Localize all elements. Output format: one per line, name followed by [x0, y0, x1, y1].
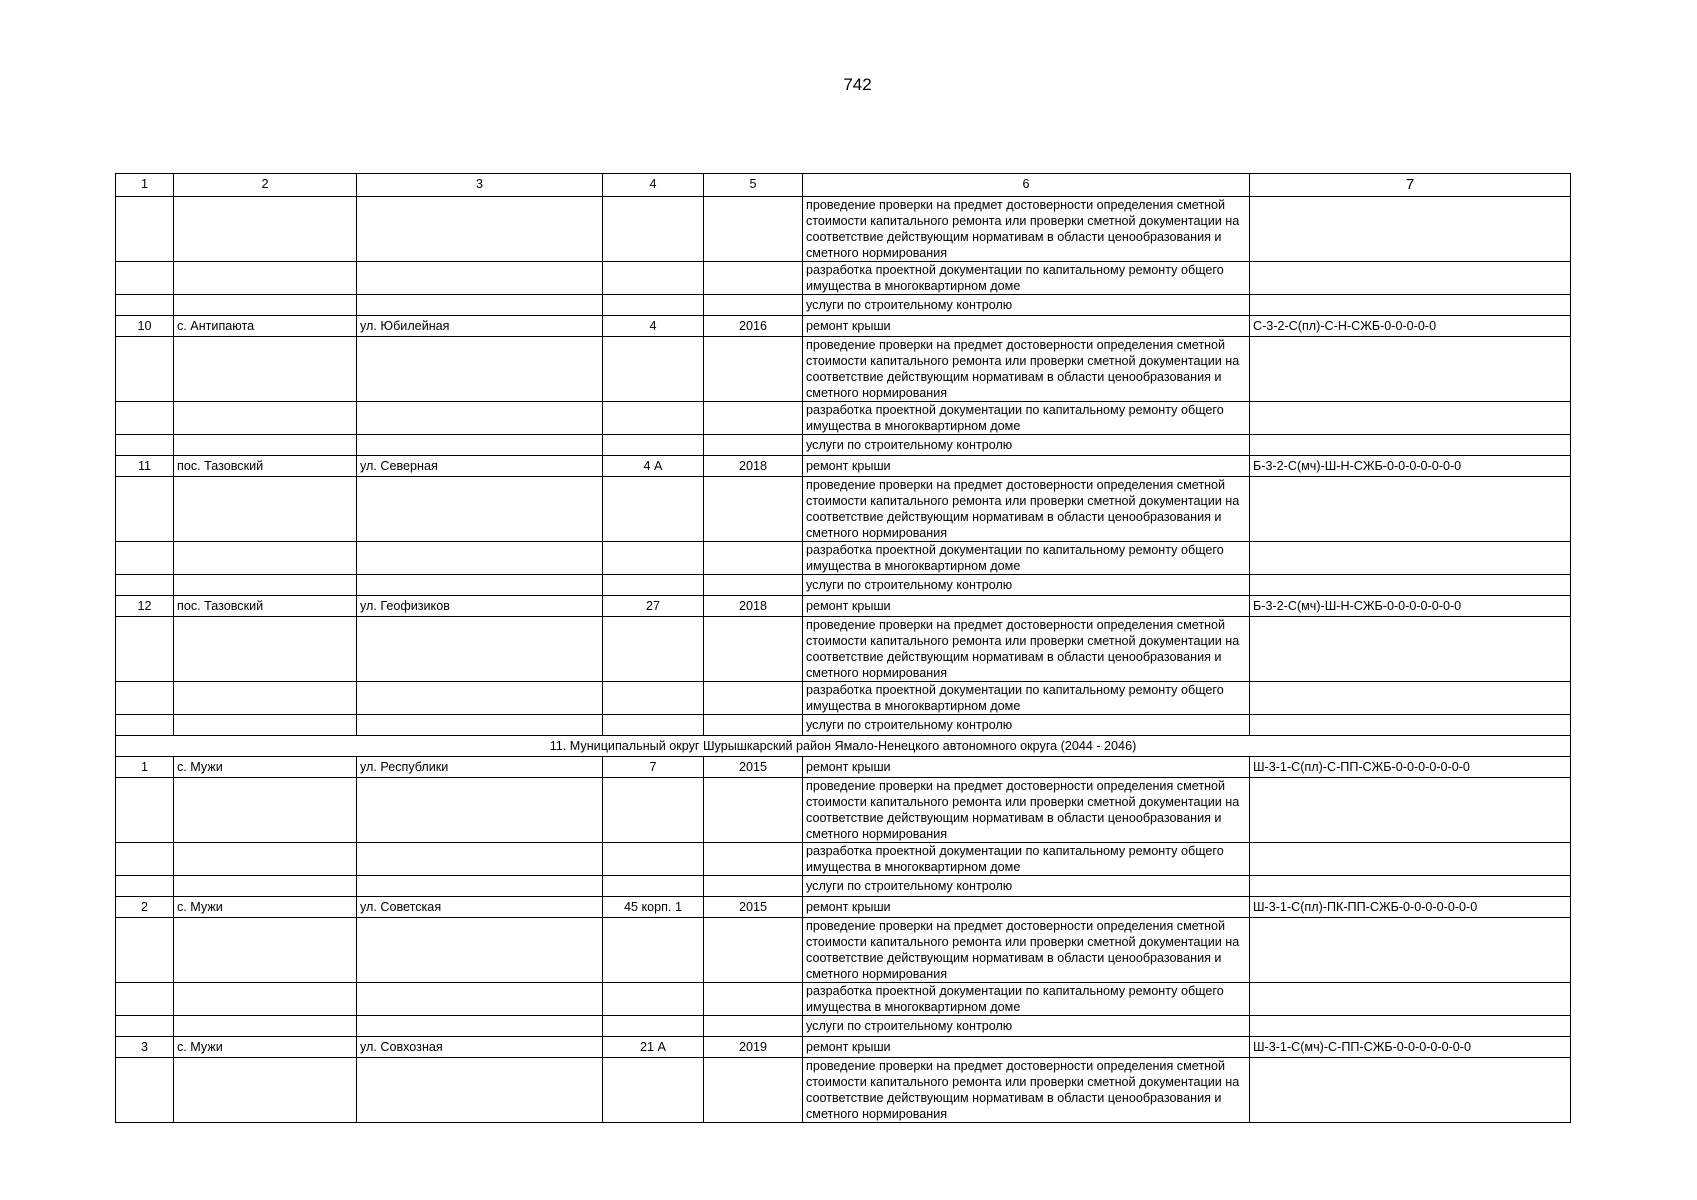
table-cell-settlement: с. Мужи — [174, 897, 357, 918]
table-cell-code: С-3-2-С(пл)-С-Н-СЖБ-0-0-0-0-0 — [1250, 316, 1571, 337]
table-cell-work: разработка проектной документации по капитальному ремонту общего имущества в многоквартирном доме — [803, 983, 1250, 1016]
table-cell-empty — [357, 337, 603, 402]
table-cell-empty — [603, 575, 704, 596]
table-cell-year: 2015 — [704, 897, 803, 918]
table-cell-empty — [174, 918, 357, 983]
table-cell-empty — [603, 337, 704, 402]
table-cell-empty — [603, 1058, 704, 1123]
table-cell-work: услуги по строительному контролю — [803, 575, 1250, 596]
table-cell-empty — [603, 682, 704, 715]
table-cell-work: ремонт крыши — [803, 596, 1250, 617]
table-row — [116, 682, 1571, 715]
table-cell-year: 2016 — [704, 316, 803, 337]
table-cell-empty — [603, 715, 704, 736]
table-cell-empty — [174, 682, 357, 715]
table-cell-empty — [357, 1016, 603, 1037]
table-cell-empty — [704, 1016, 803, 1037]
table-row — [116, 1016, 1571, 1037]
table-row — [116, 596, 1571, 617]
table-cell-work: проведение проверки на предмет достоверности определения сметной стоимости капитального ремонта или проверки сметной документации на соответствие действующим нормативам в области ценообразования и сметного нормирования — [803, 617, 1250, 682]
table-cell-empty — [174, 435, 357, 456]
table-cell-empty — [704, 402, 803, 435]
table-cell-empty — [1250, 1016, 1571, 1037]
header-row — [116, 174, 1571, 197]
table-cell-empty — [174, 295, 357, 316]
table-cell-empty — [116, 1016, 174, 1037]
column-header: 1 — [116, 174, 174, 197]
table-cell-empty — [1250, 715, 1571, 736]
table-cell-empty — [116, 402, 174, 435]
table-cell-empty — [1250, 435, 1571, 456]
table-cell-empty — [174, 262, 357, 295]
table-cell-house: 27 — [603, 596, 704, 617]
column-header: 7 — [1250, 174, 1571, 197]
table-cell-empty — [704, 876, 803, 897]
table-cell-empty — [116, 262, 174, 295]
table-row — [116, 757, 1571, 778]
table-cell-empty — [116, 918, 174, 983]
table-cell-empty — [603, 477, 704, 542]
table-cell-num: 2 — [116, 897, 174, 918]
table-cell-empty — [704, 435, 803, 456]
table-cell-empty — [174, 715, 357, 736]
table-cell-empty — [174, 876, 357, 897]
table-cell-empty — [357, 918, 603, 983]
table-cell-empty — [357, 402, 603, 435]
table-cell-empty — [116, 435, 174, 456]
table-cell-empty — [603, 402, 704, 435]
table-cell-work: услуги по строительному контролю — [803, 876, 1250, 897]
table-cell-year: 2019 — [704, 1037, 803, 1058]
table-cell-empty — [704, 477, 803, 542]
table-cell-num: 1 — [116, 757, 174, 778]
table-cell-empty — [357, 682, 603, 715]
table-row — [116, 1037, 1571, 1058]
table-cell-empty — [704, 617, 803, 682]
table-cell-settlement: пос. Тазовский — [174, 596, 357, 617]
table-cell-street: ул. Республики — [357, 757, 603, 778]
table-row — [116, 316, 1571, 337]
table-cell-code: Б-3-2-С(мч)-Ш-Н-СЖБ-0-0-0-0-0-0-0 — [1250, 456, 1571, 477]
table-cell-house: 7 — [603, 757, 704, 778]
table-cell-empty — [357, 1058, 603, 1123]
table-cell-empty — [603, 918, 704, 983]
table-cell-empty — [603, 843, 704, 876]
table-cell-empty — [704, 337, 803, 402]
column-header: 5 — [704, 174, 803, 197]
table-cell-empty — [1250, 682, 1571, 715]
table-cell-empty — [174, 843, 357, 876]
table-cell-work: услуги по строительному контролю — [803, 715, 1250, 736]
table-row — [116, 778, 1571, 843]
table-row — [116, 402, 1571, 435]
table-cell-house: 4 — [603, 316, 704, 337]
table-cell-num: 10 — [116, 316, 174, 337]
table-cell-work: проведение проверки на предмет достоверности определения сметной стоимости капитального ремонта или проверки сметной документации на соответствие действующим нормативам в области ценообразования и сметного нормирования — [803, 477, 1250, 542]
table-cell-empty — [1250, 477, 1571, 542]
table-cell-empty — [116, 477, 174, 542]
table-cell-work: разработка проектной документации по капитальному ремонту общего имущества в многоквартирном доме — [803, 402, 1250, 435]
table-cell-empty — [1250, 337, 1571, 402]
table-cell-empty — [603, 542, 704, 575]
table-cell-work: разработка проектной документации по капитальному ремонту общего имущества в многоквартирном доме — [803, 843, 1250, 876]
repair-program-table — [115, 173, 1571, 1123]
table-cell-empty — [603, 778, 704, 843]
table-cell-work: услуги по строительному контролю — [803, 295, 1250, 316]
table-cell-year: 2018 — [704, 456, 803, 477]
table-cell-work: ремонт крыши — [803, 897, 1250, 918]
table-cell-empty — [1250, 402, 1571, 435]
table-row — [116, 1058, 1571, 1123]
table-cell-work: услуги по строительному контролю — [803, 1016, 1250, 1037]
table-cell-empty — [1250, 843, 1571, 876]
table-cell-empty — [174, 1058, 357, 1123]
table-cell-empty — [116, 778, 174, 843]
table-cell-street: ул. Юбилейная — [357, 316, 603, 337]
table-cell-empty — [116, 983, 174, 1016]
table-row — [116, 983, 1571, 1016]
table-cell-empty — [1250, 542, 1571, 575]
table-cell-empty — [603, 876, 704, 897]
table-cell-empty — [1250, 575, 1571, 596]
table-cell-empty — [704, 778, 803, 843]
table-cell-empty — [116, 876, 174, 897]
table-row — [116, 295, 1571, 316]
table-cell-street: ул. Геофизиков — [357, 596, 603, 617]
table-cell-empty — [704, 575, 803, 596]
table-cell-year: 2018 — [704, 596, 803, 617]
table-cell-work: проведение проверки на предмет достоверности определения сметной стоимости капитального ремонта или проверки сметной документации на соответствие действующим нормативам в области ценообразования и сметного нормирования — [803, 197, 1250, 262]
table-cell-house: 4 А — [603, 456, 704, 477]
table-cell-empty — [174, 337, 357, 402]
table-row — [116, 477, 1571, 542]
table-cell-empty — [603, 262, 704, 295]
table-cell-empty — [357, 542, 603, 575]
table-cell-empty — [704, 682, 803, 715]
table-cell-empty — [704, 983, 803, 1016]
table-row — [116, 617, 1571, 682]
table-cell-empty — [357, 617, 603, 682]
table-cell-settlement: с. Мужи — [174, 1037, 357, 1058]
table-cell-empty — [357, 295, 603, 316]
table-cell-empty — [116, 843, 174, 876]
table-cell-code: Ш-3-1-С(мч)-С-ПП-СЖБ-0-0-0-0-0-0-0 — [1250, 1037, 1571, 1058]
table-cell-work: ремонт крыши — [803, 456, 1250, 477]
table-cell-empty — [1250, 295, 1571, 316]
table-cell-empty — [357, 843, 603, 876]
table-cell-street: ул. Совхозная — [357, 1037, 603, 1058]
table-cell-empty — [1250, 197, 1571, 262]
table-cell-empty — [603, 617, 704, 682]
table-cell-empty — [357, 983, 603, 1016]
table-cell-empty — [603, 197, 704, 262]
table-cell-empty — [116, 337, 174, 402]
table-cell-empty — [116, 715, 174, 736]
table-cell-empty — [1250, 262, 1571, 295]
table-cell-empty — [704, 262, 803, 295]
table-row — [116, 918, 1571, 983]
table-cell-settlement: пос. Тазовский — [174, 456, 357, 477]
section-row — [116, 736, 1571, 757]
table-cell-work: проведение проверки на предмет достоверности определения сметной стоимости капитального ремонта или проверки сметной документации на соответствие действующим нормативам в области ценообразования и сметного нормирования — [803, 337, 1250, 402]
table-cell-empty — [603, 435, 704, 456]
table-cell-empty — [704, 918, 803, 983]
column-header: 4 — [603, 174, 704, 197]
table-cell-empty — [704, 295, 803, 316]
table-cell-empty — [357, 715, 603, 736]
table-cell-work: проведение проверки на предмет достоверности определения сметной стоимости капитального ремонта или проверки сметной документации на соответствие действующим нормативам в области ценообразования и сметного нормирования — [803, 918, 1250, 983]
table-cell-empty — [357, 435, 603, 456]
table-row — [116, 456, 1571, 477]
table-cell-num: 12 — [116, 596, 174, 617]
table-cell-work: ремонт крыши — [803, 316, 1250, 337]
table-cell-empty — [116, 295, 174, 316]
table-cell-empty — [357, 778, 603, 843]
table-row — [116, 197, 1571, 262]
table-cell-num: 11 — [116, 456, 174, 477]
column-header: 2 — [174, 174, 357, 197]
table-cell-empty — [704, 542, 803, 575]
table-cell-empty — [357, 477, 603, 542]
table-cell-empty — [357, 197, 603, 262]
table-cell-empty — [116, 575, 174, 596]
table-cell-empty — [603, 1016, 704, 1037]
table-cell-empty — [174, 197, 357, 262]
table-cell-num: 3 — [116, 1037, 174, 1058]
table-cell-empty — [704, 715, 803, 736]
table-cell-work: разработка проектной документации по капитальному ремонту общего имущества в многоквартирном доме — [803, 542, 1250, 575]
table-cell-code: Б-3-2-С(мч)-Ш-Н-СЖБ-0-0-0-0-0-0-0 — [1250, 596, 1571, 617]
table-cell-empty — [357, 575, 603, 596]
table-cell-empty — [704, 1058, 803, 1123]
table-cell-empty — [357, 262, 603, 295]
table-cell-empty — [116, 1058, 174, 1123]
table-cell-empty — [174, 778, 357, 843]
table-cell-empty — [1250, 918, 1571, 983]
table-cell-empty — [1250, 983, 1571, 1016]
table-cell-year: 2015 — [704, 757, 803, 778]
table-cell-empty — [704, 197, 803, 262]
table-cell-empty — [174, 542, 357, 575]
table-cell-empty — [1250, 1058, 1571, 1123]
table-cell-empty — [116, 682, 174, 715]
table-row — [116, 843, 1571, 876]
table-row — [116, 435, 1571, 456]
table-cell-empty — [603, 983, 704, 1016]
table-row — [116, 876, 1571, 897]
table-cell-empty — [174, 983, 357, 1016]
table-cell-code: Ш-3-1-С(пл)-ПК-ПП-СЖБ-0-0-0-0-0-0-0 — [1250, 897, 1571, 918]
table-cell-empty — [174, 477, 357, 542]
table-row — [116, 542, 1571, 575]
table-row — [116, 715, 1571, 736]
table-row — [116, 575, 1571, 596]
table-cell-empty — [174, 402, 357, 435]
table-cell-work: ремонт крыши — [803, 1037, 1250, 1058]
table-cell-empty — [1250, 876, 1571, 897]
table-cell-street: ул. Северная — [357, 456, 603, 477]
table-cell-empty — [357, 876, 603, 897]
table-cell-settlement: с. Мужи — [174, 757, 357, 778]
table-cell-code: Ш-3-1-С(пл)-С-ПП-СЖБ-0-0-0-0-0-0-0 — [1250, 757, 1571, 778]
table-cell-work: разработка проектной документации по капитальному ремонту общего имущества в многоквартирном доме — [803, 682, 1250, 715]
table-cell-work: ремонт крыши — [803, 757, 1250, 778]
table-cell-empty — [116, 197, 174, 262]
table-row — [116, 262, 1571, 295]
table-cell-work: услуги по строительному контролю — [803, 435, 1250, 456]
table-cell-work: проведение проверки на предмет достоверности определения сметной стоимости капитального ремонта или проверки сметной документации на соответствие действующим нормативам в области ценообразования и сметного нормирования — [803, 778, 1250, 843]
table-cell-empty — [174, 1016, 357, 1037]
table-cell-empty — [704, 843, 803, 876]
table-cell-street: ул. Советская — [357, 897, 603, 918]
table-cell-work: проведение проверки на предмет достоверности определения сметной стоимости капитального ремонта или проверки сметной документации на соответствие действующим нормативам в области ценообразования и сметного нормирования — [803, 1058, 1250, 1123]
column-header: 3 — [357, 174, 603, 197]
table-cell-empty — [603, 295, 704, 316]
table-cell-empty — [1250, 778, 1571, 843]
table-row — [116, 337, 1571, 402]
table-cell-empty — [174, 617, 357, 682]
table-cell-house: 21 А — [603, 1037, 704, 1058]
table-cell-settlement: с. Антипаюта — [174, 316, 357, 337]
page-number: 742 — [843, 75, 872, 94]
column-header: 6 — [803, 174, 1250, 197]
table-cell-empty — [116, 542, 174, 575]
table-cell-work: разработка проектной документации по капитальному ремонту общего имущества в многоквартирном доме — [803, 262, 1250, 295]
table-row — [116, 897, 1571, 918]
table-cell-empty — [1250, 617, 1571, 682]
table-cell-empty — [116, 617, 174, 682]
table-cell-empty — [174, 575, 357, 596]
table-cell-house: 45 корп. 1 — [603, 897, 704, 918]
section-title: 11. Муниципальный округ Шурышкарский район Ямало-Ненецкого автономного округа (2044 - 2046) — [116, 736, 1571, 757]
